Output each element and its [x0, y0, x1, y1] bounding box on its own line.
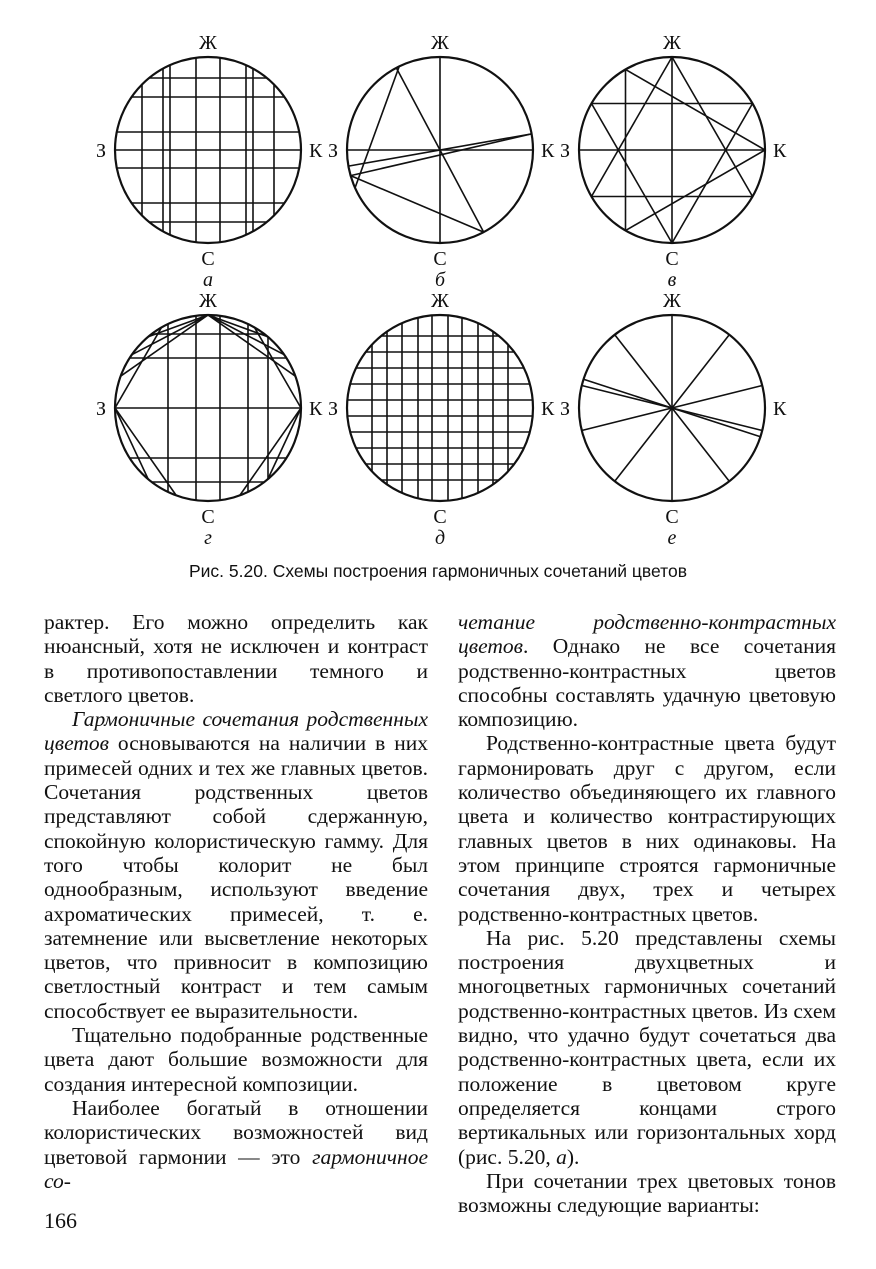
label-west: З	[327, 140, 338, 162]
label-south: С	[433, 248, 447, 270]
paragraph: Гармоничные сочетания родственных цветов основываются на наличии в них примесей одних и тех же главных цветов. Сочетания родственных цветов представляют собой сдержанную, спокойную колористическую гамму. Для того чтобы колорит не был однообразным, используют введение ахроматических примесей, т. е. затемнение или высветление некоторых цветов, что привносит в композицию светлостный контраст и тем самым способствует ее выразительности.	[44, 707, 428, 1023]
chord-line	[121, 315, 208, 376]
chord-line	[626, 69, 766, 150]
panel-v	[560, 32, 787, 291]
chord-line	[591, 57, 672, 197]
panel-letter: д	[434, 527, 446, 549]
panel-a	[96, 32, 323, 291]
label-south: С	[433, 506, 447, 528]
chord-line	[115, 408, 148, 479]
panel-d	[328, 290, 555, 549]
label-east: К	[773, 398, 787, 420]
term-related-contrast-colors: четание родственно-контрастных цветов	[458, 610, 836, 659]
label-north: Ж	[199, 32, 217, 54]
chord-line	[591, 104, 672, 244]
chord-line	[115, 327, 162, 408]
panel-e	[560, 290, 787, 549]
label-east: К	[541, 398, 555, 420]
chord-line	[351, 176, 484, 232]
label-north: Ж	[199, 290, 217, 312]
label-west: З	[559, 398, 570, 420]
label-east: К	[773, 140, 787, 162]
chord-line	[240, 408, 301, 495]
paragraph: рактер. Его можно определить как нюансный, хотя не исключен и контраст в противопоставлении темного и светлого цветов.	[44, 610, 428, 707]
chord-line	[268, 408, 301, 479]
label-south: С	[201, 248, 215, 270]
text-column-left	[44, 610, 428, 1193]
term-related-colors: Гармоничные сочетания родственных цветов	[44, 707, 428, 756]
label-north: Ж	[663, 32, 681, 54]
chord-line	[672, 104, 753, 244]
label-east: К	[541, 140, 555, 162]
panel-letter: е	[667, 527, 677, 549]
label-west: З	[95, 398, 106, 420]
chord-line	[255, 327, 302, 408]
panel-letter: а	[203, 269, 213, 291]
panel-b	[328, 32, 555, 291]
paragraph: На рис. 5.20 представлены схемы построения двухцветных и многоцветных гармоничных сочетаний родственно-контрастных цветов. Из схем видно, что удачно будут сочетаться два родственно-контрастных цвета, если их положение в цветовом круге определяется концами строго вертикальных или горизонтальных хорд (рис. 5.20, а).	[458, 925, 836, 1169]
label-west: З	[327, 398, 338, 420]
panel-letter: г	[204, 527, 212, 549]
panel-g	[96, 290, 323, 549]
label-west: З	[559, 140, 570, 162]
label-east: К	[309, 398, 323, 420]
label-north: Ж	[431, 32, 449, 54]
label-east: К	[309, 140, 323, 162]
label-north: Ж	[431, 290, 449, 312]
figure-color-harmony-schemes	[0, 0, 876, 560]
paragraph: Родственно-контрастные цвета будут гармонировать друг с другом, если количество объединяющего их главного цвета и количество контрастирующих главных цветов в них одинаковы. На этом принципе строятся гармоничные сочетания двух, трех и четырех родственно-контрастных цветов.	[458, 731, 836, 926]
label-north: Ж	[663, 290, 681, 312]
panel-letter: в	[667, 269, 677, 291]
chord-line	[351, 134, 532, 176]
paragraph: Наиболее богатый в отношении колористических возможностей вид цветовой гармонии — это гармоничное со-	[44, 1095, 428, 1193]
chord-line	[115, 408, 176, 495]
label-south: С	[665, 248, 679, 270]
chord-line	[626, 150, 766, 231]
paragraph: четание родственно-контрастных цветов. Однако не все сочетания родственно-контрастных цветов способны составлять удачную цветовую композицию.	[458, 610, 836, 732]
term-harmonic-combination: гармоничное со-	[44, 1144, 428, 1193]
figure-caption: Рис. 5.20. Схемы построения гармоничных сочетаний цветов	[188, 561, 687, 581]
label-west: З	[95, 140, 106, 162]
paragraph: При сочетании трех цветовых тонов возможны следующие варианты:	[458, 1168, 836, 1218]
label-south: С	[201, 506, 215, 528]
page-number: 166	[44, 1208, 77, 1233]
label-south: С	[665, 506, 679, 528]
text-column-right	[458, 610, 836, 1217]
chord-line	[208, 315, 295, 376]
paragraph: Тщательно подобранные родственные цвета дают большие возможности для создания интересной композиции.	[44, 1023, 428, 1096]
color-circle	[347, 315, 533, 501]
chord-line	[672, 57, 753, 197]
panel-letter: б	[434, 269, 446, 291]
